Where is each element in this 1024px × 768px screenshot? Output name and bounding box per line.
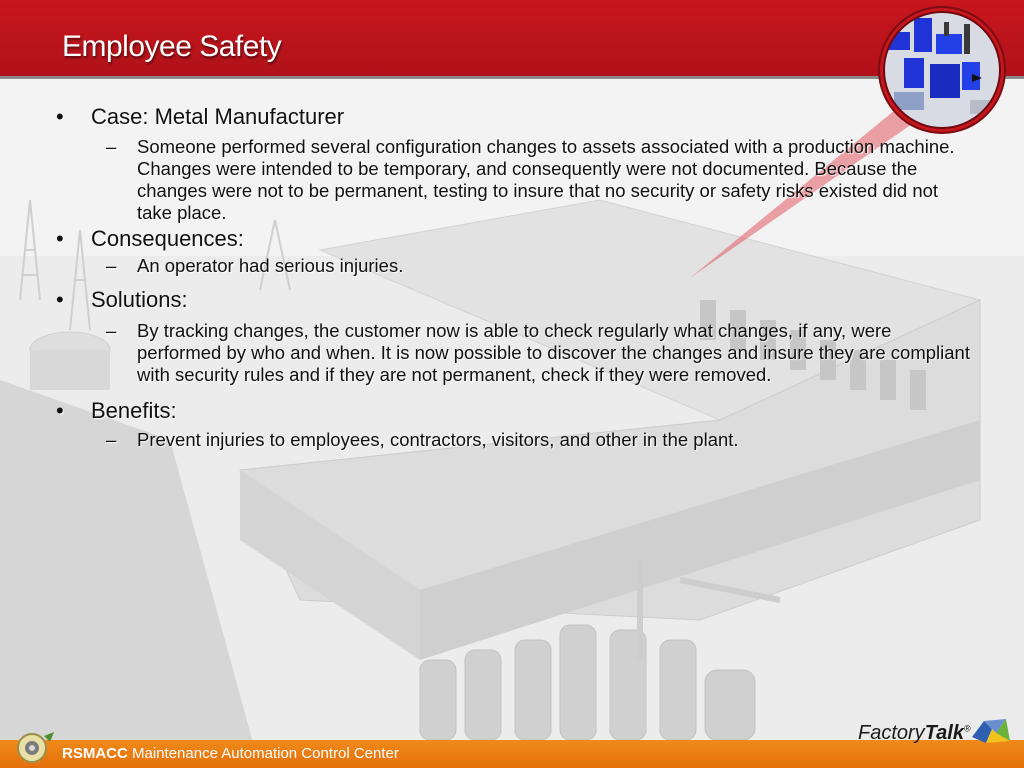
sub-bullet-case <box>106 136 971 224</box>
dash-marker: – <box>106 255 117 276</box>
footer-description: Maintenance Automation Control Center <box>132 745 399 762</box>
brand-talk: Talk <box>924 722 964 744</box>
sub-bullet-benefits-text: Prevent injuries to employees, contractors, visitors, and other in the plant. <box>137 429 739 450</box>
factorytalk-logo <box>858 722 971 745</box>
bullet-solutions: • Solutions: <box>56 287 971 313</box>
bullet-consequences: • Consequences: <box>56 226 971 252</box>
footer-label <box>62 745 399 762</box>
bullet-list <box>56 104 971 451</box>
sub-bullet-consequences <box>106 255 971 277</box>
slide-title: Employee Safety <box>62 30 282 63</box>
brand-factory: Factory <box>858 722 925 744</box>
sub-bullet-benefits <box>106 429 971 451</box>
sub-bullet-consequences-text: An operator had serious injuries. <box>137 255 404 276</box>
brand-registered: ® <box>963 723 971 734</box>
sub-bullet-case-text: Someone performed several configuration changes to assets associated with a production machine. Changes were intended to be temporary, and consequently were not documented. Because the changes were not to be permanent, testing to insure that no security or safety risks existed did not take place. <box>137 136 955 223</box>
sub-bullet-solutions <box>106 320 971 386</box>
rsmacc-logo-icon <box>10 728 58 764</box>
dash-marker: – <box>106 136 117 157</box>
factorytalk-mark-icon <box>963 715 1012 747</box>
dash-marker: – <box>106 429 117 450</box>
bullet-case: • Case: Metal Manufacturer <box>56 104 971 130</box>
sub-bullet-solutions-text: By tracking changes, the customer now is able to check regularly what changes, if any, were performed by who and when. It is now possible to discover the changes and insure they are compliant with security rules and if they are not permanent, check if they were removed. <box>137 320 970 385</box>
footer-org: RSMACC <box>62 745 128 762</box>
dash-marker: – <box>106 320 117 341</box>
bullet-benefits: • Benefits: <box>56 398 971 424</box>
